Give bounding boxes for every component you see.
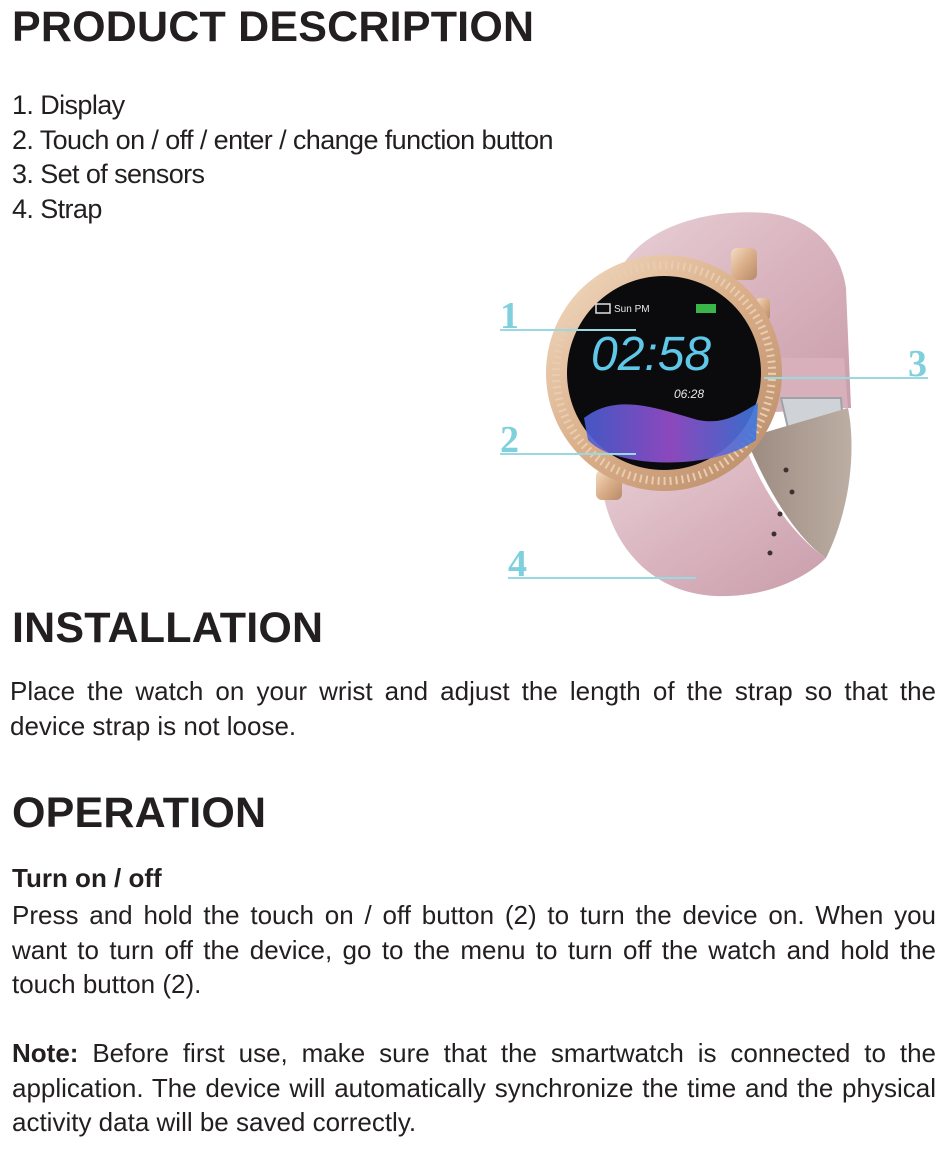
operation-text: Press and hold the touch on / off button (2) to turn the device on. When you want to turn off the device, go to the menu to turn off the watch and hold the touch button (2). xyxy=(12,900,936,999)
list-item: 4. Strap xyxy=(12,193,102,224)
operation-heading: OPERATION xyxy=(12,789,267,837)
list-item: 2. Touch on / off / enter / change function button xyxy=(12,124,553,155)
installation-heading: INSTALLATION xyxy=(12,604,324,652)
screen-status-left: Sun PM xyxy=(614,304,650,315)
smartwatch-illustration xyxy=(496,208,936,600)
callout-number-1: 1 xyxy=(500,295,519,337)
status-bar-icon xyxy=(696,304,716,313)
note-text: Before first use, make sure that the smartwatch is connected to the application. The device will automatically synchronize the time and the physical activity data will be saved correctly. xyxy=(12,1038,936,1137)
note-paragraph xyxy=(12,1036,936,1140)
callout-number-4: 4 xyxy=(508,543,527,585)
callout-number-2: 2 xyxy=(500,419,519,461)
screen-time: 02:58 xyxy=(591,328,712,381)
callout-number-3: 3 xyxy=(908,343,927,385)
screen-sub-time: 06:28 xyxy=(674,387,705,401)
product-parts-list xyxy=(12,88,553,226)
smartwatch-figure xyxy=(496,208,936,600)
note-label: Note: xyxy=(12,1038,79,1068)
top-lug xyxy=(731,248,757,280)
list-item: 3. Set of sensors xyxy=(12,159,205,189)
turn-on-off-subheading: Turn on / off xyxy=(12,863,162,893)
product-description-heading: PRODUCT DESCRIPTION xyxy=(12,3,535,51)
list-item: 1. Display xyxy=(12,90,125,120)
installation-text: Place the watch on your wrist and adjust the length of the strap so that the device strap is not loose. xyxy=(10,676,936,741)
